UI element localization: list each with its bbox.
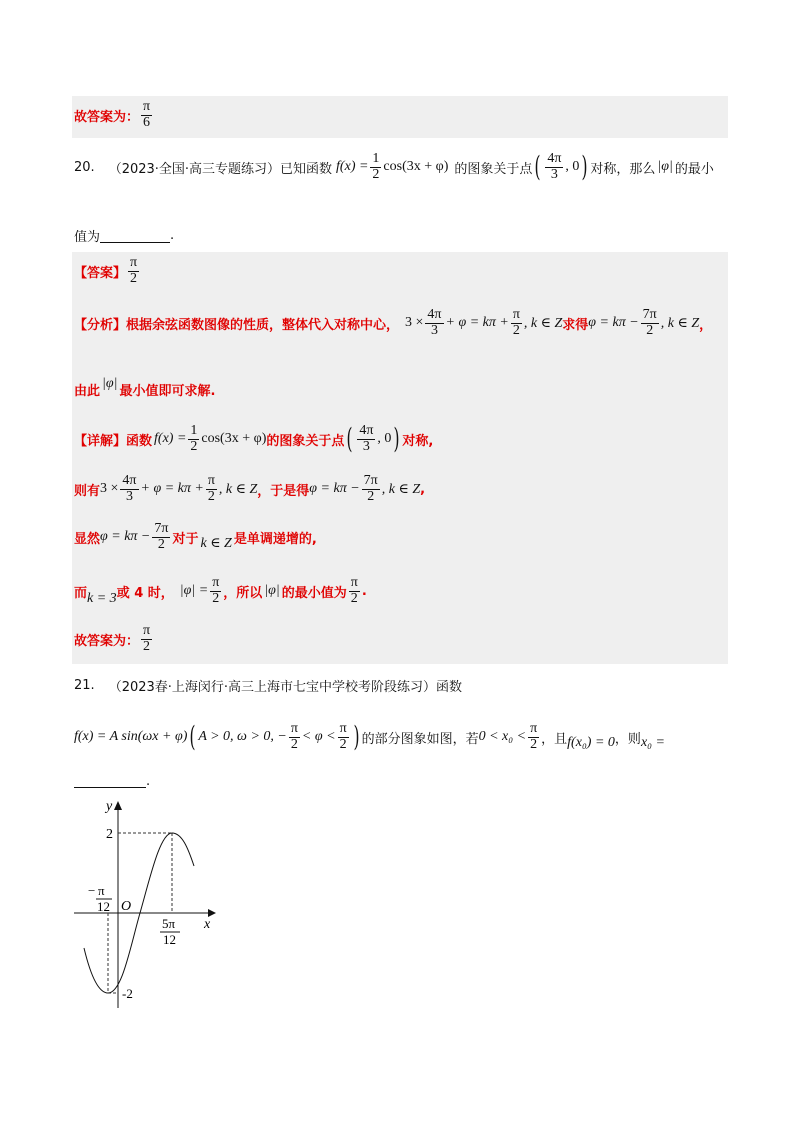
q20-detail-rparen: ) <box>393 422 400 456</box>
prev-answer-label: 故答案为： <box>74 109 140 125</box>
q20-detail4 <box>74 576 367 606</box>
left-tick-den: 12 <box>97 899 110 914</box>
q21-ineq: 0 < x₀ < <box>478 729 527 745</box>
q21-expr: f(x) = A sin(ωx + φ) <box>74 729 188 745</box>
q20-analysis-expr5: , k ∈ Z <box>660 315 700 331</box>
q20-detail <box>74 424 433 454</box>
q21-and: ，且 <box>541 731 568 747</box>
q20-source: （2023·全国·高三专题练习）已知函数 <box>108 161 333 177</box>
q20-detail2-label: 则有 <box>74 483 101 499</box>
q20-blank[interactable] <box>100 228 170 243</box>
q20-analysis-expr1: 3 × <box>405 315 424 331</box>
q20-analysis-expr4: φ = kπ − <box>588 315 639 331</box>
q21-line2 <box>74 774 150 789</box>
q20-final <box>74 624 154 654</box>
q20-detail4-d: 的最小值为 <box>281 585 347 601</box>
q20-detail-point-y: , 0 <box>377 431 392 447</box>
left-tick-sign: − <box>88 883 96 898</box>
q20-detail4-frac: $\frac{\pi}{2}$ <box>212 575 220 606</box>
q20-detail-mid: 的图象关于点 <box>266 433 345 449</box>
q20-detail4-abs-phi: |φ| <box>264 583 280 599</box>
q20-statement <box>74 152 714 182</box>
q20-detail4-end: . <box>361 583 367 599</box>
q20-line2-label: 值为 <box>74 230 101 245</box>
q20-detail4-min-frac: $\frac{\pi}{2}$ <box>350 575 358 606</box>
max-label: 2 <box>106 827 113 842</box>
q20-analysis-label: 【分析】根据余弦函数图像的性质，整体代入对称中心， <box>74 317 400 333</box>
q20-answer-label: 【答案】 <box>74 265 127 281</box>
q20-detail2 <box>74 474 425 504</box>
q20-detail2-expr3: , k ∈ Z <box>218 481 258 497</box>
q20-detail2-end: , <box>420 481 426 497</box>
q21-cond-frac2: $\frac{\pi}{2}$ <box>339 721 347 752</box>
q20-detail-end: 对称, <box>402 433 434 449</box>
q20-detail2-frac2: $\frac{\pi}{2}$ <box>207 473 215 504</box>
q21-mid: 的部分图象如图，若 <box>361 731 479 747</box>
q20-detail3-mid: 对于 <box>172 531 199 547</box>
q20-detail4-k: k = 3 <box>87 591 117 607</box>
q20-detail3-end: 是单调递增的, <box>233 531 317 547</box>
q20-fx: f(x) = <box>336 159 369 175</box>
q20-detail2-frac1: $\frac{4\pi}{3}$ <box>122 473 137 504</box>
q21-cond-frac1: $\frac{\pi}{2}$ <box>290 721 298 752</box>
q20-analysis-expr2: + φ = kπ + <box>445 315 509 331</box>
q20-number: 20. <box>74 159 95 175</box>
q20-detail3-expr: φ = kπ − <box>100 529 151 545</box>
q21-cond: A > 0, ω > 0, − <box>198 729 287 745</box>
q21-fx0: f(x₀) = 0 <box>567 735 615 751</box>
q20-mid: 的图象关于点 <box>454 161 533 177</box>
q21-cond2: < φ < <box>301 729 336 745</box>
q20-detail2-mid: ，于是得 <box>257 483 310 499</box>
q20-analysis-abs-phi: |φ| <box>102 375 118 391</box>
q21-source: （2023春·上海闵行·高三上海市七宝中学校考阶段练习）函数 <box>108 680 463 695</box>
q21-header <box>74 676 462 695</box>
q20-analysis-frac2: $\frac{\pi}{2}$ <box>512 307 520 338</box>
y-axis-label: y <box>106 799 113 814</box>
q20-detail3-kz: k ∈ Z <box>200 535 232 551</box>
right-tick-den: 12 <box>163 932 176 947</box>
q21-then: ，则 <box>614 731 641 747</box>
left-tick-num: π <box>98 883 105 898</box>
q21-x0: x₀ = <box>640 735 665 751</box>
x-axis-arrow <box>208 909 216 917</box>
q20-detail3-frac: $\frac{7\pi}{2}$ <box>154 521 169 552</box>
q20-coef: $\frac{1}{2}$ <box>372 151 380 182</box>
q21-end: . <box>146 774 151 789</box>
q20-lparen: ( <box>534 150 541 184</box>
q20-analysis-frac1: $\frac{4\pi}{3}$ <box>427 307 442 338</box>
q20-analysis-mid: 求得 <box>562 317 589 333</box>
q20-detail2-expr1: 3 × <box>100 481 119 497</box>
prev-answer-line <box>74 100 154 130</box>
x-axis-label: x <box>204 917 211 932</box>
q20-detail-point: $\frac{4\pi}{3}$ <box>359 423 374 454</box>
q20-tail: 对称，那么 <box>590 161 656 177</box>
q20-analysis-frac3: $\frac{7\pi}{2}$ <box>642 307 657 338</box>
q20-detail-fx: f(x) = <box>154 431 187 447</box>
q20-detail-cos: cos(3x + φ) <box>201 431 267 447</box>
q20-detail2-expr4: φ = kπ − <box>309 481 360 497</box>
y-axis-arrow <box>114 801 122 810</box>
q20-analysis-expr3: , k ∈ Z <box>523 315 563 331</box>
q21-graph <box>70 798 220 1013</box>
q20-detail2-frac3: $\frac{7\pi}{2}$ <box>363 473 378 504</box>
q20-line2 <box>74 226 174 245</box>
q20-abs-phi: |φ| <box>657 159 673 175</box>
q20-point-x: $\frac{4\pi}{3}$ <box>547 151 562 182</box>
q20-final-frac: $\frac{\pi}{2}$ <box>143 623 151 654</box>
q21-statement <box>74 722 665 752</box>
prev-answer-frac: $\frac{\pi}{6}$ <box>143 99 151 130</box>
q20-detail4-c: ，所以 <box>223 585 263 601</box>
q20-detail-coef: $\frac{1}{2}$ <box>190 423 198 454</box>
q20-detail-lparen: ( <box>346 422 353 456</box>
q20-detail4-b: 或 4 时， <box>116 585 174 601</box>
q20-detail3 <box>74 522 317 552</box>
origin-label: O <box>121 899 132 914</box>
q20-tail2: 的最小 <box>674 161 714 177</box>
q20-detail4-expr: |φ| = <box>179 583 209 599</box>
q20-detail4-a: 而 <box>74 585 88 601</box>
prev-answer-box <box>72 96 728 138</box>
q20-answer-frac: $\frac{\pi}{2}$ <box>130 255 138 286</box>
q21-number: 21. <box>74 678 95 693</box>
q20-line2-end: . <box>170 228 175 243</box>
q20-detail2-expr5: , k ∈ Z <box>381 481 421 497</box>
q20-final-label: 故答案为： <box>74 633 140 649</box>
q20-detail2-expr2: + φ = kπ + <box>140 481 204 497</box>
q20-rparen: ) <box>581 150 588 184</box>
q20-analysis-line2 <box>74 375 216 399</box>
q21-ineq-frac: $\frac{\pi}{2}$ <box>530 721 538 752</box>
q21-rparen: ) <box>353 720 360 754</box>
q20-analysis-line2b: 最小值即可求解. <box>119 384 216 399</box>
q21-lparen: ( <box>189 720 196 754</box>
q20-cos: cos(3x + φ) <box>383 159 449 175</box>
right-tick-num: 5π <box>162 916 176 931</box>
q20-detail-label: 【详解】函数 <box>74 433 153 449</box>
min-label: -2 <box>122 986 133 1001</box>
q20-analysis <box>74 308 712 338</box>
q20-answer <box>74 256 141 286</box>
q20-analysis-line2a: 由此 <box>74 384 101 399</box>
q20-detail3-label: 显然 <box>74 531 101 547</box>
q20-analysis-end: ， <box>699 317 713 333</box>
q20-point-y: , 0 <box>565 159 580 175</box>
q21-blank[interactable] <box>74 775 146 788</box>
